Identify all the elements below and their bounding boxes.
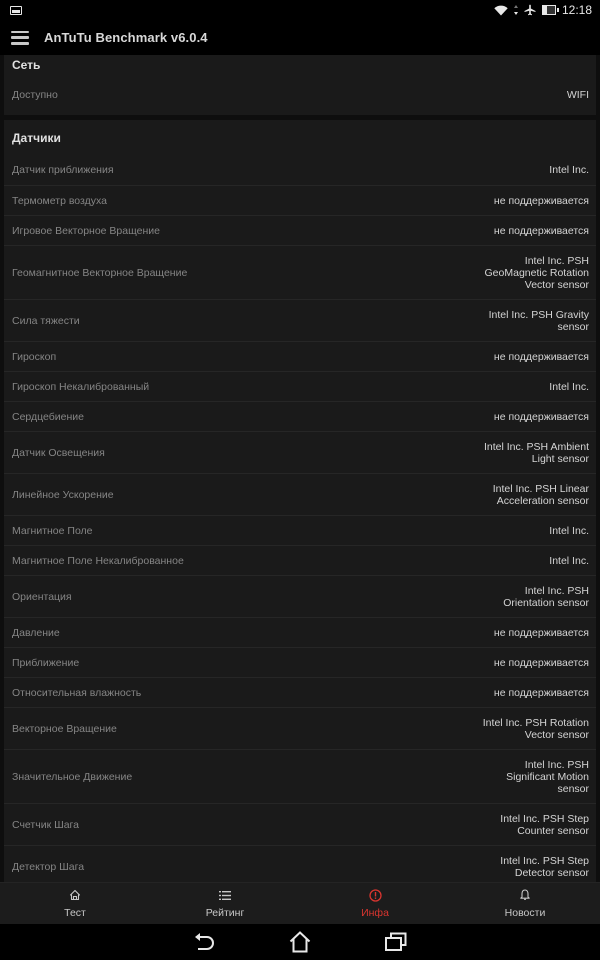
info-row	[4, 617, 596, 647]
row-value: Intel Inc.	[549, 524, 589, 537]
info-row	[4, 515, 596, 545]
system-navigation-bar	[0, 924, 600, 960]
row-label: Датчик приближения	[12, 164, 114, 176]
info-row	[4, 545, 596, 575]
info-row	[4, 803, 596, 845]
tab-info[interactable]	[300, 883, 450, 924]
row-label: Датчик Освещения	[12, 446, 105, 459]
clock: 12:18	[561, 3, 592, 17]
home-button[interactable]	[283, 929, 317, 955]
info-row	[4, 299, 596, 341]
info-row	[4, 473, 596, 515]
battery-icon	[542, 5, 556, 15]
row-label: Приближение	[12, 656, 80, 669]
tab-label: Новости	[504, 907, 546, 919]
bell-icon	[519, 888, 531, 902]
wifi-icon	[494, 5, 508, 16]
tab-news[interactable]	[450, 883, 600, 924]
row-label: Гироскоп Некалиброванный	[12, 380, 150, 393]
bottom-navigation	[0, 882, 600, 924]
info-row	[4, 749, 596, 803]
row-label: Гироскоп	[12, 350, 57, 363]
home-icon	[69, 888, 81, 902]
info-row	[4, 707, 596, 749]
row-label: Доступно	[12, 89, 58, 101]
info-scroll-content[interactable]	[0, 55, 600, 882]
row-label: Игровое Векторное Вращение	[12, 224, 160, 237]
info-row	[4, 647, 596, 677]
section-sensors	[4, 120, 596, 882]
app-title: AnTuTu Benchmark v6.0.4	[44, 30, 208, 45]
tab-label: Рейтинг	[205, 907, 245, 919]
info-row	[4, 185, 596, 215]
row-value: WIFI	[566, 89, 589, 101]
gallery-notification-icon	[10, 6, 22, 15]
info-row	[4, 401, 596, 431]
recents-button[interactable]	[379, 929, 413, 955]
row-value: Intel Inc. PSH Step Detector sensor	[500, 854, 589, 879]
tab-label: Тест	[64, 907, 86, 919]
row-value: не поддерживается	[493, 656, 589, 669]
row-value: не поддерживается	[493, 410, 589, 423]
row-value: Intel Inc. PSH Ambient Light sensor	[483, 440, 589, 465]
info-row	[4, 371, 596, 401]
info-row	[4, 677, 596, 707]
row-value: Intel Inc. PSH Gravity sensor	[488, 308, 589, 333]
home-icon	[289, 931, 311, 953]
info-alert-icon	[369, 888, 382, 902]
row-label: Счетчик Шага	[12, 818, 79, 831]
row-value: не поддерживается	[493, 686, 589, 699]
recents-icon	[385, 932, 407, 952]
row-label: Сила тяжести	[12, 314, 80, 327]
section-network	[4, 55, 596, 115]
row-value: Intel Inc. PSH Step Counter sensor	[500, 812, 589, 837]
row-label: Ориентация	[12, 590, 72, 603]
row-value: Intel Inc. PSH Significant Motion sensor	[506, 758, 589, 795]
row-value: не поддерживается	[493, 194, 589, 207]
row-label: Магнитное Поле Некалиброванное	[12, 554, 184, 567]
row-value: Intel Inc.	[549, 164, 589, 176]
row-value: Intel Inc.	[549, 554, 589, 567]
row-label: Термометр воздуха	[12, 194, 107, 207]
row-label: Сердцебиение	[12, 410, 84, 423]
row-label: Давление	[12, 626, 60, 639]
info-row	[4, 575, 596, 617]
row-value: не поддерживается	[493, 350, 589, 363]
status-bar	[0, 0, 600, 20]
row-value: Intel Inc.	[549, 380, 589, 393]
app-bar	[0, 20, 600, 55]
section-title: Датчики	[12, 130, 61, 145]
row-value: не поддерживается	[493, 224, 589, 237]
row-value: Intel Inc. PSH Orientation sensor	[503, 584, 589, 609]
section-title: Сеть	[12, 58, 41, 72]
row-label: Детектор Шага	[12, 860, 85, 873]
info-row	[4, 845, 596, 882]
row-value: Intel Inc. PSH Linear Acceleration sensor	[492, 482, 589, 507]
airplane-icon	[524, 4, 536, 16]
row-value: не поддерживается	[493, 626, 589, 639]
back-icon	[193, 932, 215, 952]
row-label: Магнитное Поле	[12, 524, 93, 537]
row-value: Intel Inc. PSH Rotation Vector sensor	[482, 716, 589, 741]
tab-rating[interactable]	[150, 883, 300, 924]
row-label: Относительная влажность	[12, 686, 142, 699]
data-arrows-icon	[514, 5, 518, 15]
back-button[interactable]	[187, 929, 221, 955]
row-label: Геомагнитное Векторное Вращение	[12, 266, 188, 279]
hamburger-menu-icon[interactable]	[11, 31, 29, 45]
info-row	[4, 215, 596, 245]
row-label: Линейное Ускорение	[12, 488, 114, 501]
info-row	[4, 245, 596, 299]
info-row	[4, 341, 596, 371]
tab-label: Инфа	[361, 907, 389, 919]
tab-test[interactable]	[0, 883, 150, 924]
row-value: Intel Inc. PSH GeoMagnetic Rotation Vector sensor	[484, 254, 589, 291]
row-label: Значительное Движение	[12, 770, 133, 783]
info-row	[4, 75, 596, 115]
row-label: Векторное Вращение	[12, 722, 117, 735]
info-row	[4, 155, 596, 185]
info-row	[4, 431, 596, 473]
list-icon	[219, 888, 231, 902]
